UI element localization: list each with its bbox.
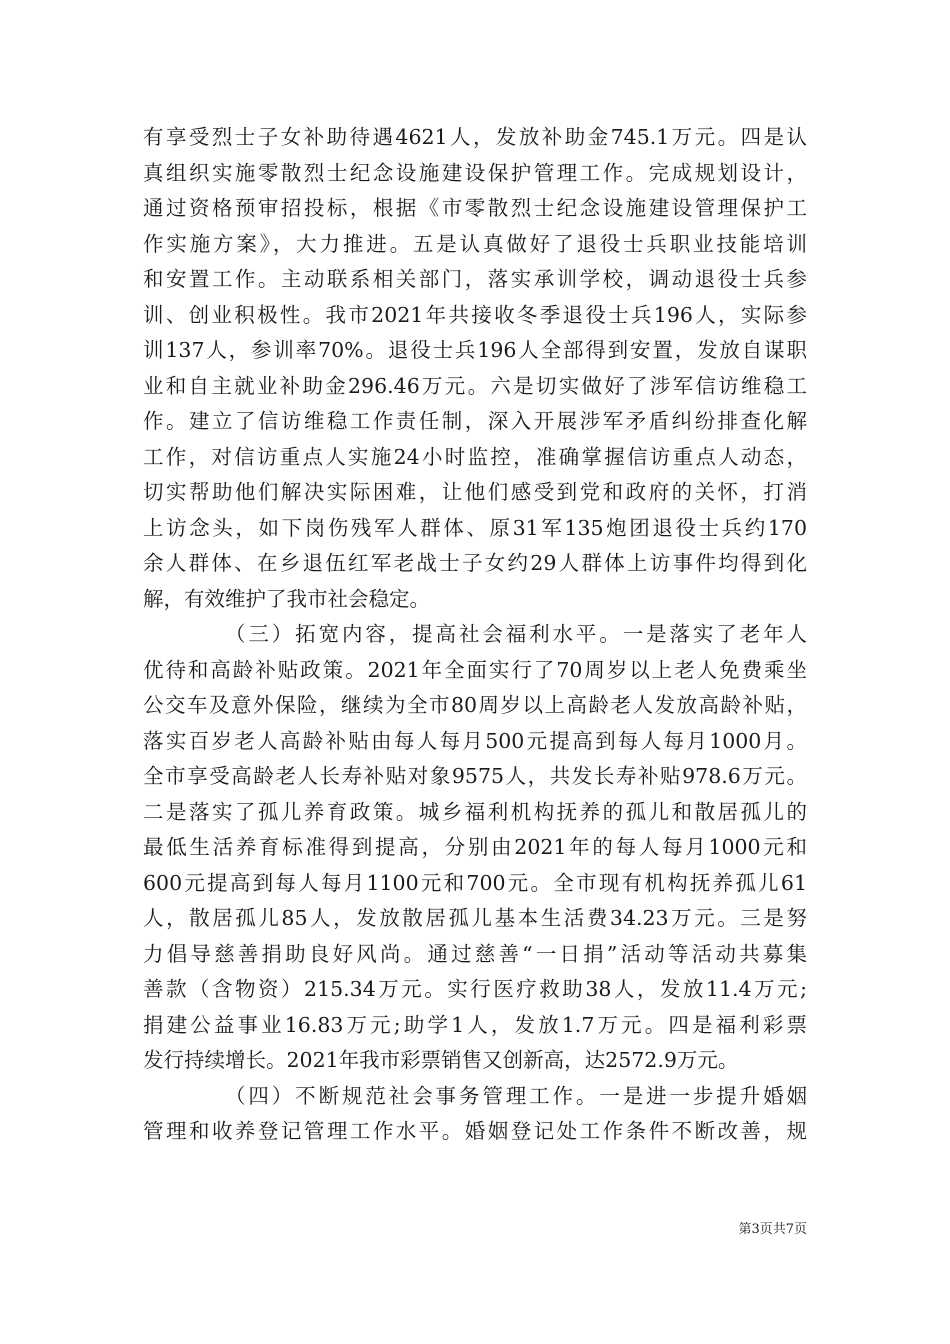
section-heading-line: （四）不断规范社会事务管理工作。一是进一步提升婚姻 xyxy=(225,1083,807,1108)
text-line: 善款（含物资）215.34万元。实行医疗救助38人，发放11.4万元; xyxy=(143,977,807,1001)
text-line: 训137人，参训率70%。退役士兵196人全部得到安置，发放自谋职 xyxy=(143,338,807,362)
body-text xyxy=(143,120,807,1150)
page-number: 第3页共7页 xyxy=(738,1222,807,1237)
text-line: 落实百岁老人高龄补贴由每人每月500元提高到每人每月1000月。 xyxy=(143,728,807,753)
text-line: 600元提高到每人每月1100元和700元。全市现有机构抚养孤儿61 xyxy=(143,870,807,895)
text-line: 业和自主就业补助金296.46万元。六是切实做好了涉军信访维稳工 xyxy=(143,373,807,398)
text-line: 力倡导慈善捐助良好风尚。通过慈善“一日捐”活动等活动共募集 xyxy=(143,941,807,966)
text-line: 和安置工作。主动联系相关部门，落实承训学校，调动退役士兵参 xyxy=(143,267,807,291)
text-line: 切实帮助他们解决实际困难，让他们感受到党和政府的关怀，打消 xyxy=(143,480,807,504)
text-line: 真组织实施零散烈士纪念设施建设保护管理工作。完成规划设计， xyxy=(143,160,807,185)
section-heading-line: （三）拓宽内容，提高社会福利水平。一是落实了老年人 xyxy=(225,622,807,646)
text-line: 上访念头，如下岗伤残军人群体、原31军135炮团退役士兵约170 xyxy=(143,515,807,540)
text-line: 作。建立了信访维稳工作责任制，深入开展涉军矛盾纠纷排查化解 xyxy=(143,409,807,433)
text-line: 公交车及意外保险，继续为全市80周岁以上高龄老人发放高龄补贴， xyxy=(143,693,807,717)
text-line: 有享受烈士子女补助待遇4621人，发放补助金745.1万元。四是认 xyxy=(143,125,807,149)
text-line: 管理和收养登记管理工作水平。婚姻登记处工作条件不断改善，规 xyxy=(143,1119,807,1143)
text-line: 优待和高龄补贴政策。2021年全面实行了70周岁以上老人免费乘坐 xyxy=(143,657,807,682)
text-line: 最低生活养育标准得到提高，分别由2021年的每人每月1000元和 xyxy=(143,835,807,859)
text-line: 人，散居孤儿85人，发放散居孤儿基本生活费34.23万元。三是努 xyxy=(143,906,807,930)
text-line: 通过资格预审招投标，根据《市零散烈士纪念设施建设管理保护工 xyxy=(143,196,807,220)
text-line: 训、创业积极性。我市2021年共接收冬季退役士兵196人，实际参 xyxy=(143,302,807,327)
text-line: 全市享受高龄老人长寿补贴对象9575人，共发长寿补贴978.6万元。 xyxy=(143,764,807,788)
text-line: 作实施方案》，大力推进。五是认真做好了退役士兵职业技能培训 xyxy=(143,231,807,256)
text-line: 余人群体、在乡退伍红军老战士子女约29人群体上访事件均得到化 xyxy=(143,551,807,575)
text-line: 捐建公益事业16.83万元;助学1人，发放1.7万元。四是福利彩票 xyxy=(143,1012,807,1037)
text-line: 发行持续增长。2021年我市彩票销售又创新高，达2572.9万元。 xyxy=(143,1048,739,1072)
text-line: 工作，对信访重点人实施24小时监控，准确掌握信访重点人动态， xyxy=(143,444,807,469)
text-line: 二是落实了孤儿养育政策。城乡福利机构抚养的孤儿和散居孤儿的 xyxy=(143,799,807,824)
text-line: 解，有效维护了我市社会稳定。 xyxy=(143,586,430,611)
